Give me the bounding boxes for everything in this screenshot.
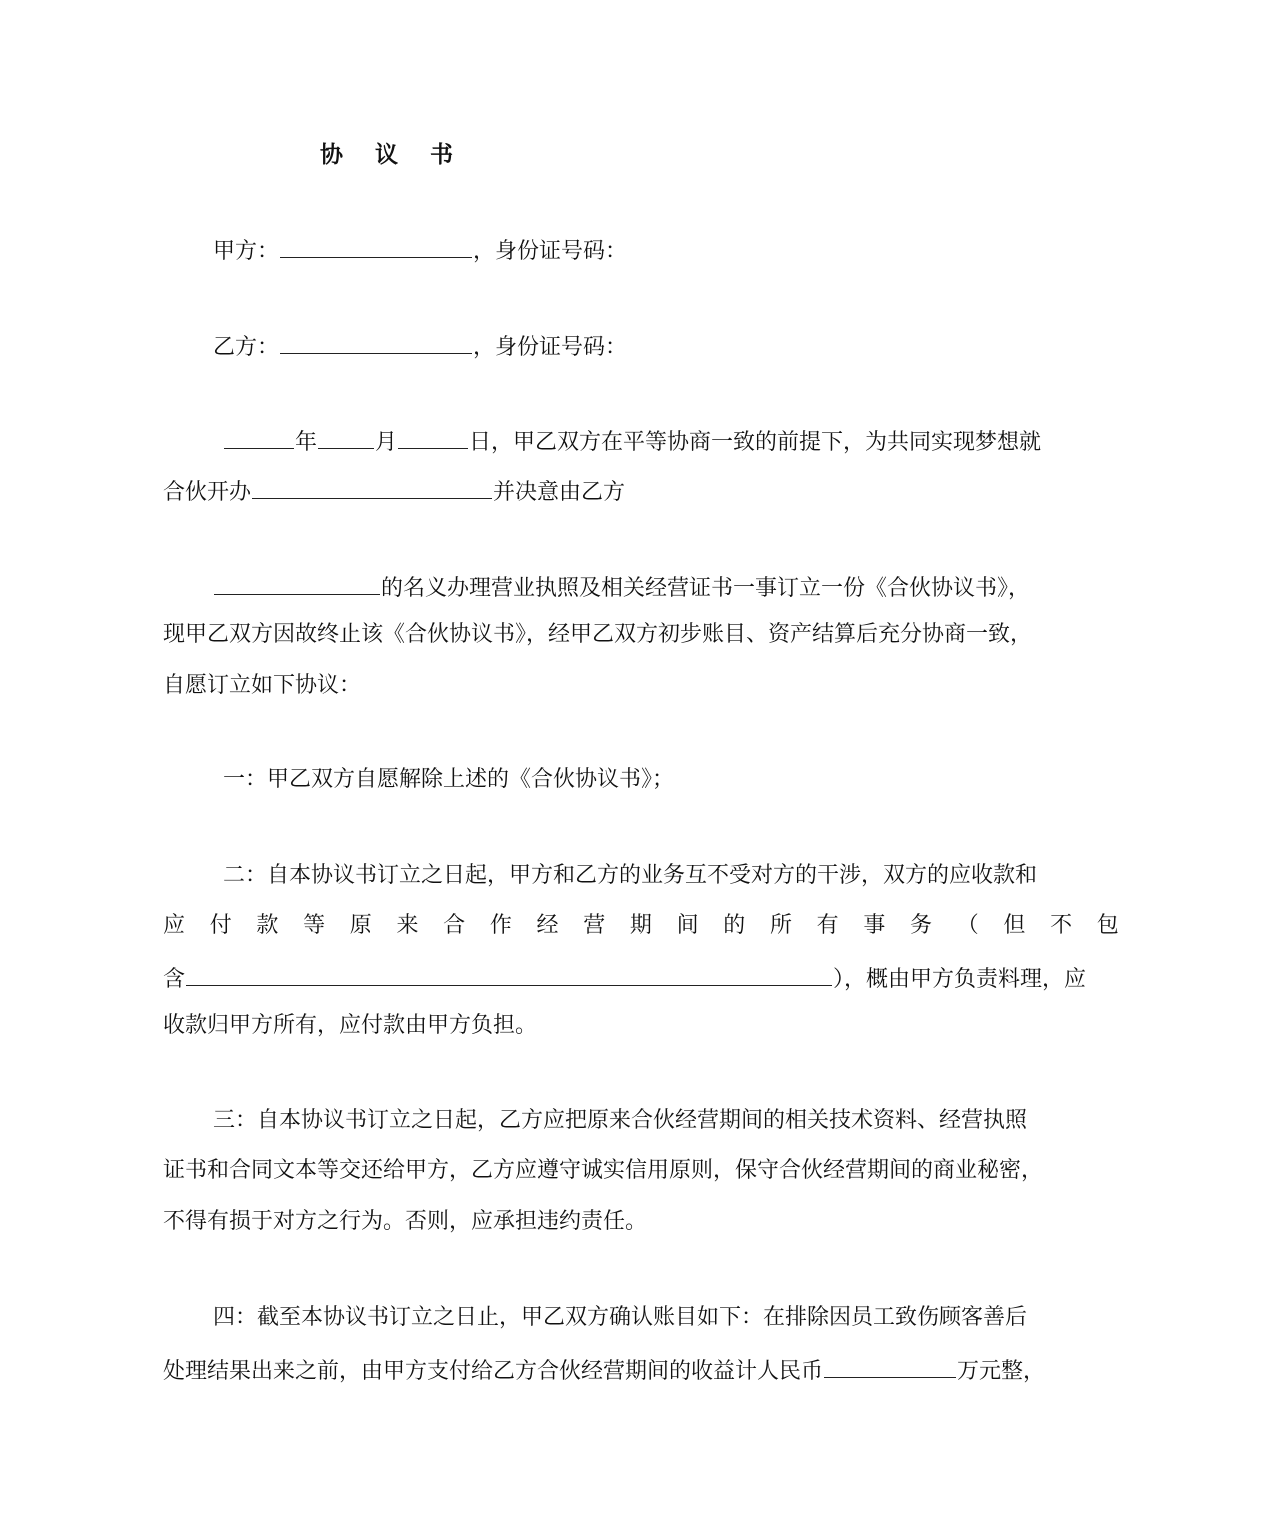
page-title: 协 议 书	[320, 142, 466, 168]
char: 期	[629, 913, 652, 938]
intro-line-3	[163, 570, 1119, 600]
char: 事	[863, 913, 886, 938]
clause-text: 甲乙双方自愿解除上述的《合伙协议书》；	[267, 767, 675, 792]
char: 付	[209, 913, 232, 938]
clause-3-line-3: 不得有损于对方之行为。否则，应承担违约责任。	[163, 1209, 648, 1234]
party-b-name-blank[interactable]	[280, 329, 472, 354]
char: 款	[256, 913, 279, 938]
clause-2-line-4: 收款归甲方所有，应付款由甲方负担。	[163, 1013, 538, 1038]
party-a-id-label: ，身份证号码：	[473, 239, 628, 264]
intro-line2-suffix: 并决意由乙方	[493, 480, 626, 505]
clause-1	[163, 765, 1119, 795]
clause-4-line-1	[163, 1303, 1119, 1333]
char: 的	[723, 913, 746, 938]
party-a-name-blank[interactable]	[280, 233, 472, 258]
char: 合	[443, 913, 466, 938]
char: 间	[676, 913, 699, 938]
clause-text: 截至本协议书订立之日止，甲乙双方确认账目如下：在排除因员工致伤顾客善后	[257, 1305, 1028, 1330]
year-label: 年	[295, 430, 318, 455]
char: 作	[489, 913, 512, 938]
clause-text: ），概由甲方负责料理，应	[833, 967, 1087, 992]
clause-text: 自本协议书订立之日起，乙方应把原来合伙经营期间的相关技术资料、经营执照	[257, 1108, 1028, 1133]
clause-text: 自本协议书订立之日起，甲方和乙方的业务互不受对方的干涉，双方的应收款和	[267, 863, 1038, 888]
exclusion-blank[interactable]	[186, 961, 832, 986]
char: 但	[1003, 913, 1026, 938]
clause-number: 一：	[223, 767, 268, 792]
intro-line-5: 自愿订立如下协议：	[163, 673, 362, 698]
month-blank[interactable]	[318, 424, 374, 449]
char: 营	[583, 913, 606, 938]
clause-text: 万元整，	[957, 1359, 1046, 1384]
clause-4-line-2	[163, 1353, 1119, 1383]
clause-text: 含	[163, 967, 186, 992]
clause-2-line-1	[163, 861, 1119, 891]
business-name-blank[interactable]	[252, 474, 492, 499]
clause-2-line-2	[163, 911, 1119, 941]
clause-number: 二：	[223, 863, 268, 888]
char: 应	[163, 913, 186, 938]
clause-number: 四：	[213, 1305, 258, 1330]
party-b-line	[163, 329, 1169, 359]
party-b-id-label: ，身份证号码：	[473, 335, 628, 360]
clause-3-line-2: 证书和合同文本等交还给甲方，乙方应遵守诚实信用原则，保守合伙经营期间的商业秘密，	[163, 1158, 1044, 1183]
clause-number: 三：	[213, 1108, 258, 1133]
intro-line-4: 现甲乙双方因故终止该《合伙协议书》，经甲乙双方初步账目、资产结算后充分协商一致，	[163, 622, 1033, 647]
party-a-line	[163, 233, 1169, 263]
party-b-label: 乙方：	[213, 335, 280, 360]
day-blank[interactable]	[398, 424, 468, 449]
clause-2-line-3	[163, 961, 1119, 991]
char: 包	[1096, 913, 1119, 938]
char: 务	[910, 913, 933, 938]
char: （	[956, 913, 979, 938]
char: 原	[349, 913, 372, 938]
char: 等	[303, 913, 326, 938]
intro-text: 日，甲乙双方在平等协商一致的前提下，为共同实现梦想就	[469, 430, 1042, 455]
char: 经	[536, 913, 559, 938]
year-blank[interactable]	[224, 424, 294, 449]
amount-blank[interactable]	[824, 1353, 956, 1378]
intro-line2-prefix: 合伙开办	[163, 480, 252, 505]
intro-line3-text: 的名义办理营业执照及相关经营证书一事订立一份《合伙协议书》，	[381, 576, 1031, 601]
char: 有	[816, 913, 839, 938]
registrant-name-blank[interactable]	[214, 570, 380, 595]
char: 所	[769, 913, 792, 938]
clause-text: 处理结果出来之前，由甲方支付给乙方合伙经营期间的收益计人民币	[163, 1359, 824, 1384]
intro-line-1	[163, 424, 1119, 454]
party-a-label: 甲方：	[213, 239, 280, 264]
clause-3-line-1	[163, 1106, 1119, 1136]
month-label: 月	[375, 430, 398, 455]
char: 来	[396, 913, 419, 938]
intro-line-2	[163, 474, 1119, 504]
char: 不	[1050, 913, 1073, 938]
